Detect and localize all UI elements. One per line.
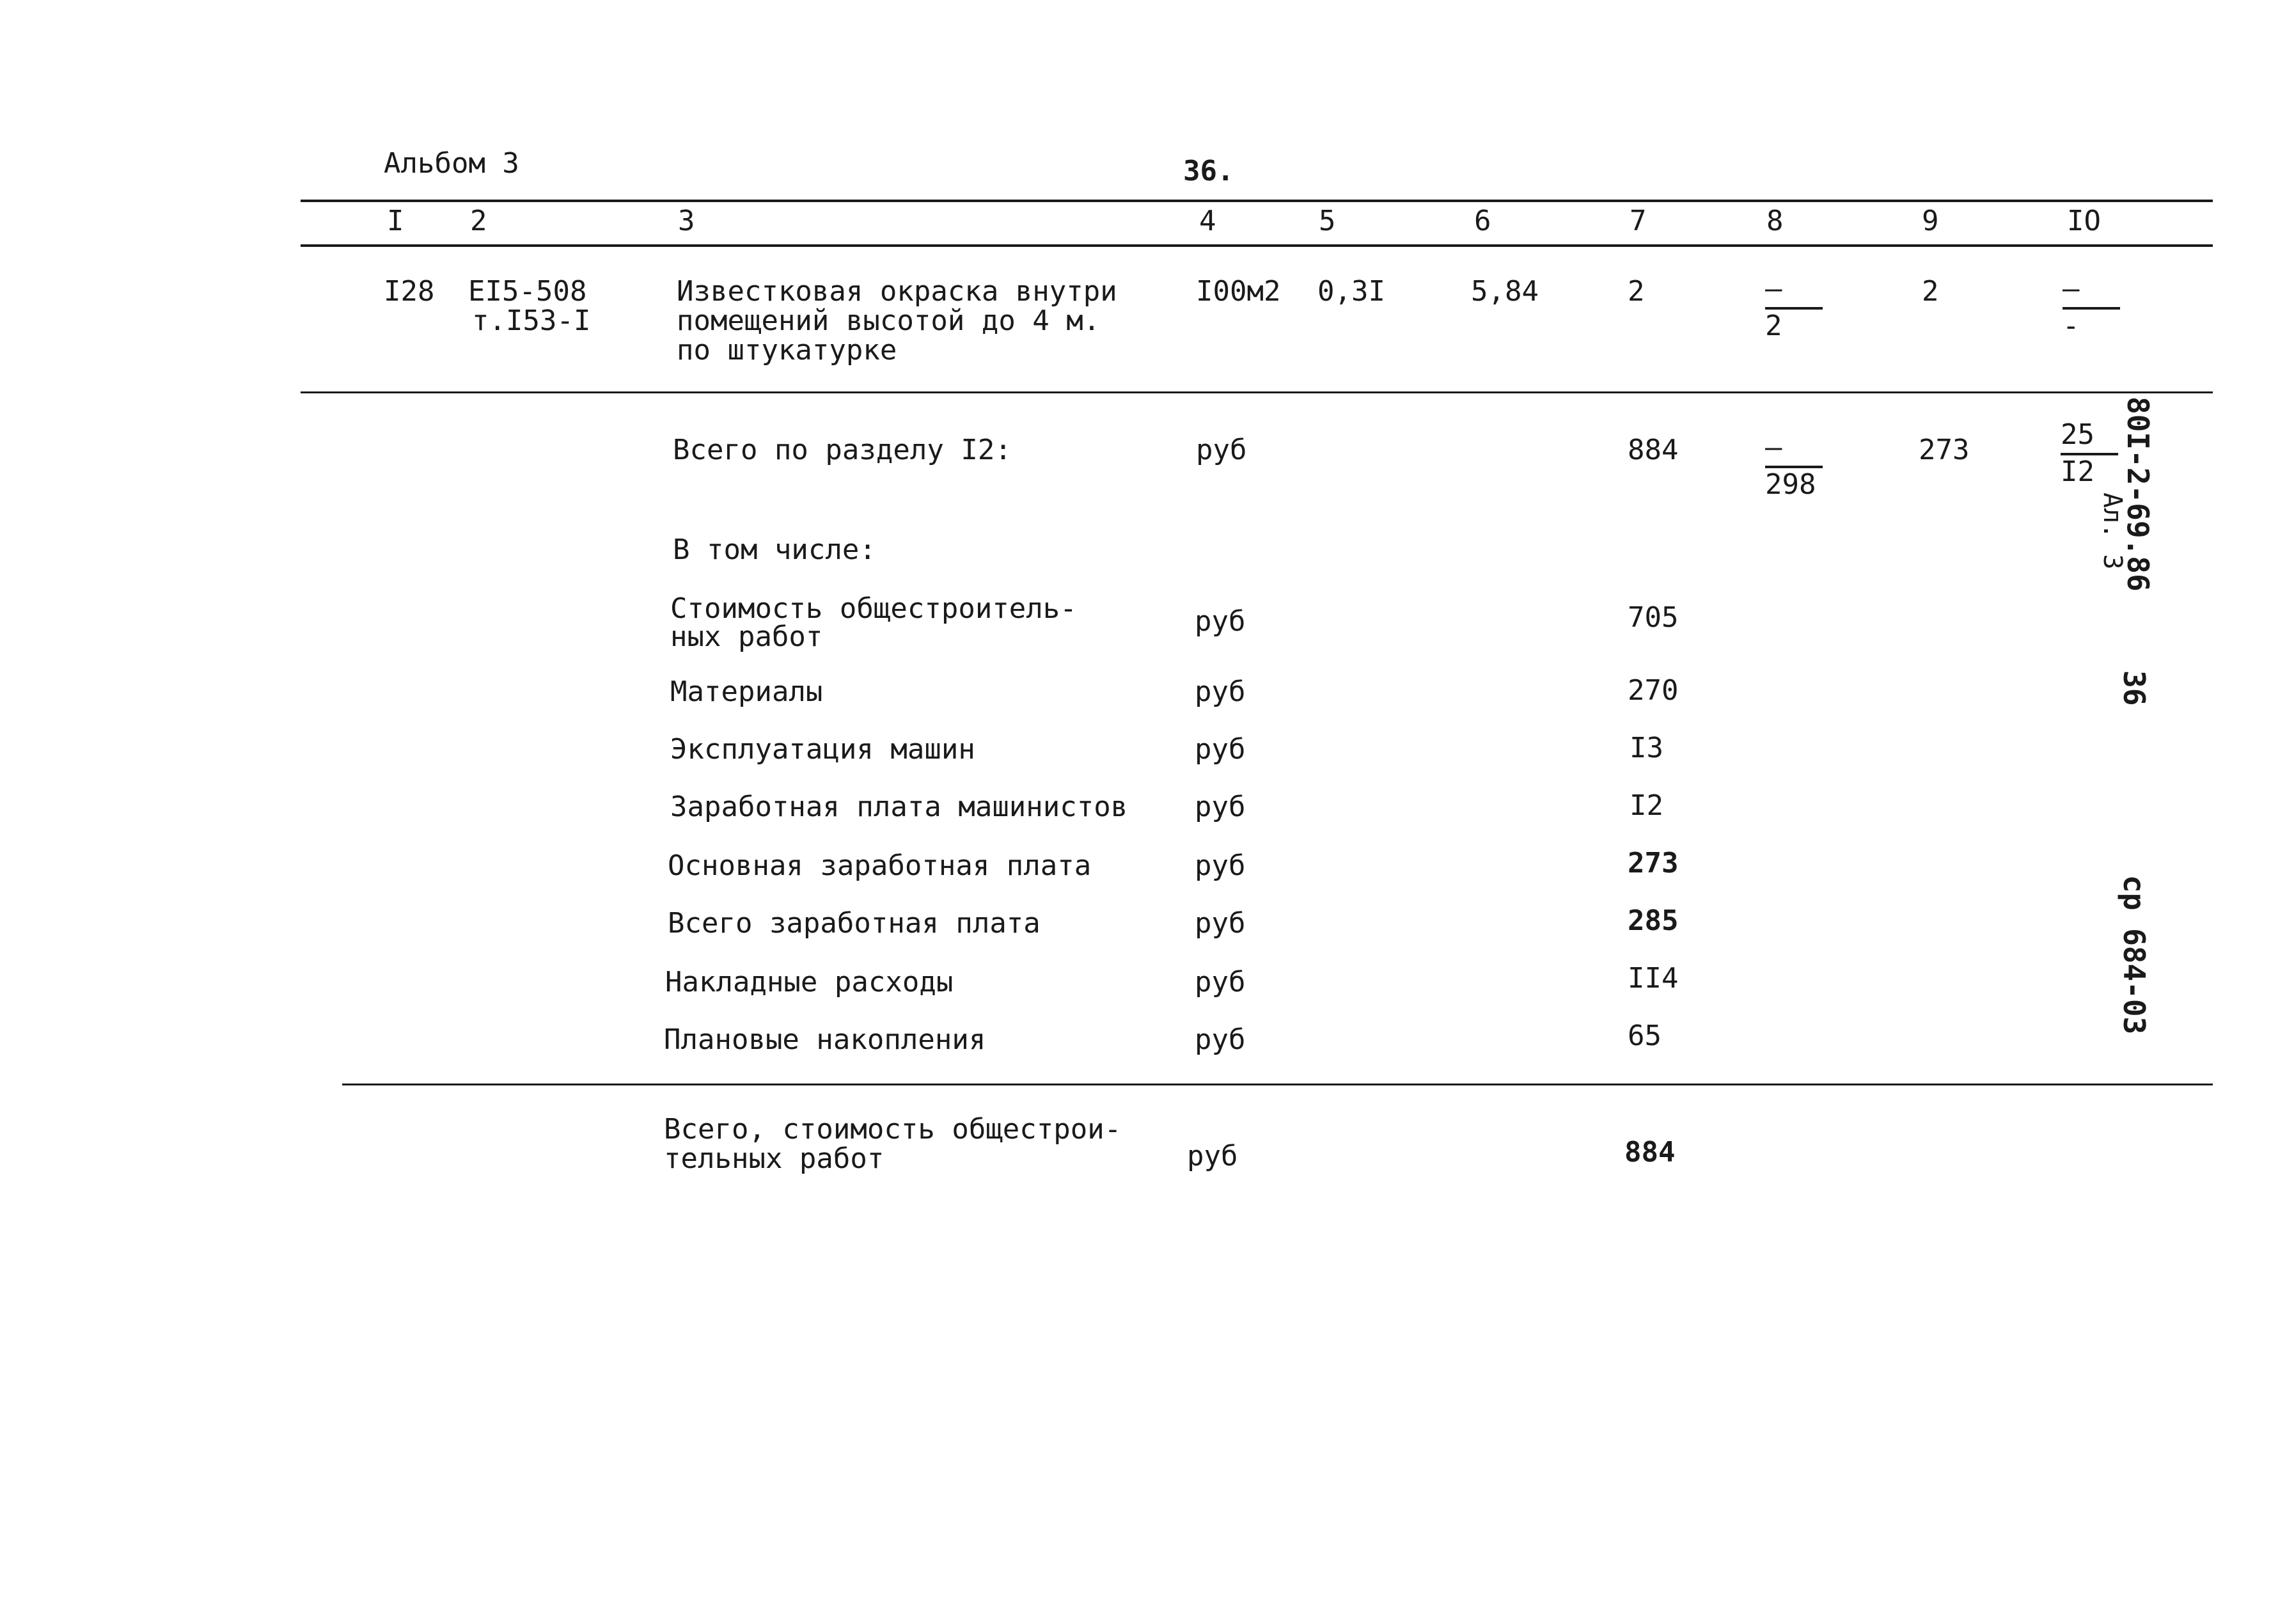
breakdown-label: Материалы: [670, 675, 823, 708]
breakdown-label: Основная заработная плата: [668, 849, 1092, 882]
section-col8-bottom: 298: [1765, 468, 1816, 501]
breakdown-bottom-rule: [342, 1084, 2213, 1085]
breakdown-value: 273: [1628, 847, 1679, 879]
breakdown-value: 705: [1628, 601, 1679, 634]
item-unit-cost: 5,84: [1471, 275, 1539, 308]
breakdown-value: I2: [1630, 789, 1663, 822]
col-header-2: 2: [470, 205, 487, 237]
grand-total-unit: руб: [1187, 1140, 1238, 1172]
breakdown-value: 65: [1628, 1020, 1662, 1052]
col-header-8: 8: [1766, 205, 1784, 237]
item-description-line-3: по штукатурке: [677, 334, 897, 367]
col-header-3: 3: [678, 205, 695, 237]
item-code-line-2: т.I53-I: [472, 304, 591, 337]
item-col10-top: –: [2063, 272, 2080, 305]
breakdown-label-line-2: ных работ: [670, 620, 823, 653]
section-total-label: Всего по разделу I2:: [673, 434, 1012, 466]
grand-total-label-line-2: тельных работ: [664, 1142, 884, 1175]
col-header-1: I: [387, 205, 404, 237]
section-col10-fraction: [2061, 418, 2125, 491]
breakdown-label: Накладные расходы: [665, 966, 954, 998]
col-header-5: 5: [1319, 205, 1336, 237]
breakdown-unit: руб: [1195, 966, 1246, 998]
section-total-unit: руб: [1196, 434, 1247, 466]
section-total-value: 884: [1628, 434, 1679, 466]
section-col8-fraction: [1765, 431, 1829, 504]
col-header-10: IO: [2067, 205, 2101, 237]
breakdown-unit: руб: [1195, 605, 1246, 638]
section-col10-bottom: I2: [2061, 455, 2094, 488]
breakdown-unit: руб: [1195, 675, 1246, 708]
breakdown-value: 270: [1628, 674, 1679, 707]
margin-ref-stamp: ср 684-03: [2117, 875, 2151, 1035]
item-total: 2: [1628, 275, 1645, 308]
item-col8-fraction: [1765, 272, 1829, 345]
album-label: Альбом 3: [384, 147, 519, 180]
item-description-line-2: помещений высотой до 4 м.: [677, 304, 1101, 337]
grand-total-label-line-1: Всего, стоимость общестрои-: [664, 1113, 1122, 1146]
item-col9: 2: [1922, 275, 1939, 308]
item-code-line-1: EI5-508: [468, 275, 587, 308]
including-label: В том числе:: [673, 533, 876, 566]
item-col8-bottom: 2: [1765, 310, 1782, 342]
breakdown-label: Плановые накопления: [664, 1023, 986, 1056]
item-number: I28: [384, 275, 435, 308]
margin-page-stamp: 36: [2117, 670, 2151, 706]
breakdown-unit: руб: [1195, 849, 1246, 882]
col-header-7: 7: [1630, 205, 1647, 237]
item-col10-fraction: [2063, 272, 2126, 345]
breakdown-value: II4: [1628, 962, 1679, 995]
header-top-rule: [301, 200, 2213, 202]
margin-album-stamp: Ал. 3: [2098, 493, 2127, 570]
breakdown-unit: руб: [1195, 733, 1246, 766]
breakdown-label: Заработная плата машинистов: [670, 791, 1128, 823]
page-number: 36.: [1183, 155, 1234, 187]
item-quantity: 0,3I: [1317, 275, 1385, 308]
header-bottom-rule: [301, 244, 2213, 247]
item-unit: I00м2: [1196, 275, 1281, 308]
col-header-6: 6: [1474, 205, 1491, 237]
item-col8-top: –: [1765, 272, 1782, 305]
item-description-line-1: Известковая окраска внутри: [677, 275, 1117, 308]
breakdown-label: Всего заработная плата: [668, 907, 1041, 940]
col-header-4: 4: [1199, 205, 1216, 237]
breakdown-unit: руб: [1195, 1023, 1246, 1056]
section-col10-top: 25: [2061, 418, 2094, 451]
breakdown-value: 285: [1628, 904, 1679, 937]
col-header-9: 9: [1922, 205, 1939, 237]
breakdown-unit: руб: [1195, 907, 1246, 940]
section-col8-top: –: [1765, 431, 1782, 464]
grand-total-value: 884: [1624, 1136, 1676, 1169]
item-bottom-rule: [301, 391, 2213, 393]
breakdown-label: Эксплуатация машин: [670, 733, 975, 766]
margin-doc-stamp: 80I-2-69.86: [2121, 397, 2155, 592]
section-col9: 273: [1919, 434, 1970, 466]
breakdown-unit: руб: [1195, 791, 1246, 823]
item-col10-bottom: -: [2063, 310, 2080, 342]
breakdown-label-line-1: Стоимость общестроитель-: [670, 592, 1077, 625]
breakdown-value: I3: [1630, 732, 1663, 764]
